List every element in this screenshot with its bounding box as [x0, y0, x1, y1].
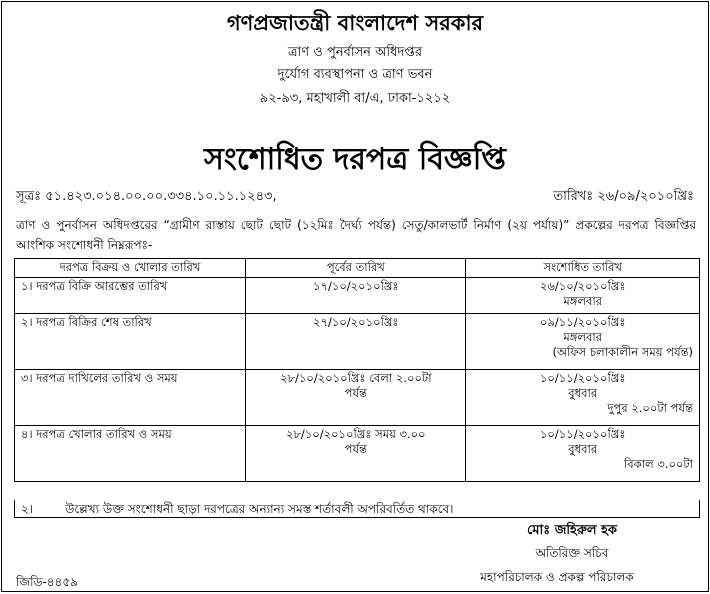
table-row: [15, 370, 700, 426]
previous-date-cell: [246, 426, 466, 482]
revised-date-cell: [466, 314, 700, 370]
revised-time: বিকাল ৩.০০টা: [624, 457, 693, 471]
government-title: গণপ্রজাতন্ত্রী বাংলাদেশ সরকার: [226, 11, 484, 35]
row-label: ১। দরপত্র বিক্রি আরম্ভের তারিখ: [15, 278, 246, 314]
revised-date: ০৯/১১/২০১০খ্রিঃ: [539, 315, 626, 329]
row-label: ২। দরপত্র বিক্রির শেষ তারিখ: [15, 314, 246, 370]
row-label: ৪। দরপত্র খোলার তারিখ ও সময়: [15, 426, 246, 482]
revised-day: মঙ্গলবার: [563, 294, 603, 308]
revised-date: ২৬/১০/২০১০খ্রিঃ: [539, 279, 626, 293]
revised-date: ১০/১১/২০১০খ্রিঃ: [539, 371, 626, 385]
table-row: [15, 426, 700, 482]
building-name: দুর্যোগ ব্যবস্থাপনা ও ত্রাণ ভবন: [277, 67, 433, 82]
revised-date-cell: [466, 278, 700, 314]
notice-title: সংশোধিত দরপত্র বিজ্ঞপ্তি: [204, 142, 506, 177]
signatory-designation: মহাপরিচালক ও প্রকল্প পরিচালক: [480, 570, 634, 584]
previous-date-cell: [246, 314, 466, 370]
revised-date-cell: [466, 426, 700, 482]
previous-date: ২৮/১০/২০১০খ্রিঃ বেলা ২.০০টা: [280, 371, 432, 385]
gd-number: জিডি-৪৪৫৯: [16, 575, 78, 589]
revised-day: বুধবার: [568, 386, 598, 400]
signatory-name: মোঃ জহিরুল হক: [526, 523, 617, 538]
previous-date: ১৭/১০/২০১০খ্রিঃ: [313, 279, 399, 293]
previous-date: ২৭/১০/২০১০খ্রিঃ: [313, 315, 399, 329]
previous-date-cell: [246, 278, 466, 314]
previous-note: পর্যন্ত: [344, 442, 367, 456]
previous-date-cell: [246, 370, 466, 426]
footnote-text: উল্লেখ্য উক্ত সংশোধনী ছাড়া দরপত্রের অন্যান্য সমস্ত শর্তাবলী অপরিবর্তিত থাকবে।: [65, 502, 454, 516]
schedule-table: [14, 258, 700, 482]
office-address: ৯২-৯৩, মহাখালী বা/এ, ঢাকা-১২১২: [259, 91, 451, 106]
revised-date-cell: [466, 370, 700, 426]
signatory-title: অতিরিক্ত সচিব: [535, 546, 609, 560]
footnote-number: ২।: [21, 502, 34, 516]
revised-day: মঙ্গলবার: [563, 330, 603, 344]
memo-number: সূত্রঃ ৫১.৪২৩.০১৪.০০.০০.৩৩৪.১০.১১.১২৪৩,: [16, 189, 277, 204]
memo-date: তারিখঃ ২৬/০৯/২০১০খ্রিঃ: [553, 189, 694, 204]
footnote-row: [14, 500, 700, 518]
tender-notice-page: [1, 1, 709, 592]
header-previous-date: পূর্বের তারিখ: [246, 259, 466, 278]
table-header-row: [15, 259, 700, 278]
revised-day: বুধবার: [568, 442, 598, 456]
revised-time: দুপুর ২.০০টা পর্যন্ত: [607, 401, 693, 415]
intro-paragraph: ত্রাণ ও পুনর্বাসন অধিদপ্তরের “গ্রামীণ রাস্তায় ছোট ছোট (১২মিঃ দৈর্ঘ্য পর্যন্ত) সেতু/কালভার্ট নির্মাণ (২য় পর্যায়)” প্রকল্পের দরপত্র বিজ্ঞপ্তির আংশিক সংশোধনী নিম্নরূপঃ-: [16, 218, 696, 252]
row-label: ৩। দরপত্র দাখিলের তারিখ ও সময়: [15, 370, 246, 426]
header-sale-opening: দরপত্র বিক্রয় ও খোলার তারিখ: [15, 259, 246, 278]
previous-note: পর্যন্ত: [344, 386, 367, 400]
revised-date: ১০/১১/২০১০খ্রিঃ: [539, 427, 626, 441]
table-row: [15, 314, 700, 370]
department-name: ত্রাণ ও পুনর্বাসন অধিদপ্তর: [287, 45, 422, 60]
header-revised-date: সংশোধিত তারিখ: [466, 259, 700, 278]
table-row: [15, 278, 700, 314]
revised-note: (অফিস চলাকালীন সময় পর্যন্ত): [552, 345, 693, 359]
previous-date: ২৮/১০/২০১০খ্রিঃ সময় ৩.০০: [285, 427, 426, 441]
